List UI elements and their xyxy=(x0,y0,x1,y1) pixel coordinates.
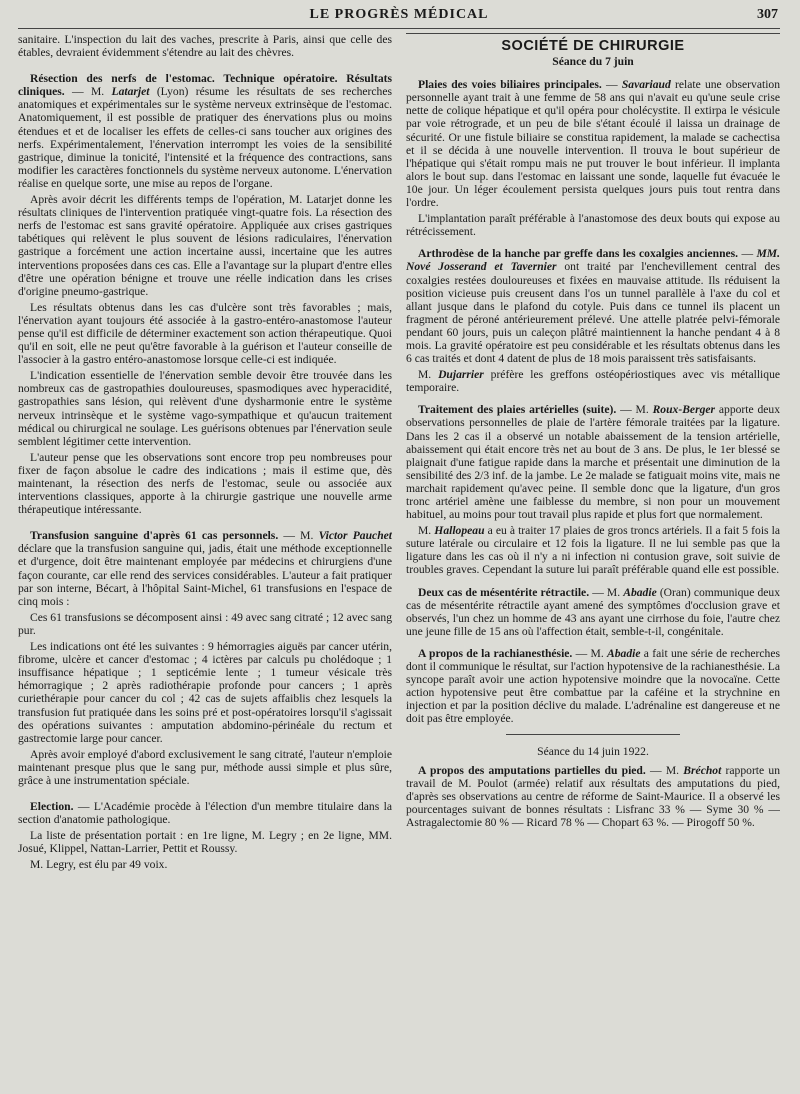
election-title: Election. xyxy=(30,800,74,814)
resection-p2: Après avoir décrit les différents temps de l'opération, M. Latarjet donne les résultats cliniques de l'intervention pratiquée vingt-quatre fois. La résection des nerfs de l'estomac est sans gravité opératoire. Appliquée aux crises gastriques tabétiques qui relèvent le plus souvent de lésions radiculaires, l'énervation gastrique a forcément une action incertaine aussi, incertaine que les autres interventions proposées dans ces cas. Elle a l'avantage sur la plupart d'entre elles d'être une opération bénigne et trouve une réelle indication dans les crises d'origine pneumo-gastrique. xyxy=(18,193,392,298)
dujarrier-prefix: M. xyxy=(418,368,439,382)
seance-date-2: Séance du 14 juin 1922. xyxy=(537,744,649,758)
mesenterite-title: Deux cas de mésentérite rétractile. xyxy=(418,585,590,599)
transfusion-p3: Les indications ont été les suivantes : 9 hémorragies aiguës par cancer utérin, fibrome, ulcère et cancer d'estomac ; 4 ictères par calculs pu cholédoque ; 1 insuffisance hépatique ; 1 septicémie lente ; 1 tumeur vésicale très hémorragique ; 2 après radiothérapie profonde pour cancers ; 1 après curiethérapie pour cancer du col ; 42 cas de sujets affaiblis chez lesquels la transfusion fut pratiquée dans les soins pré et post-opératoires lorsqu'il s'agissait des opérations suivantes : amputation abdomino-périnéale du rectum et gastrectomie large pour cancer. xyxy=(18,640,392,745)
hallopeau-prefix: M. xyxy=(418,524,435,538)
transfusion-author-prefix: — M. xyxy=(278,529,319,543)
transfusion-text: déclare que la transfusion sanguine qui, jadis, était une méthode exceptionnelle et d'urgence, doit être maintenant employée par médecins et chirurgiens d'une façon courante, car elle rend des services considérables. L'auteur a fait pratiquer par son interne, Bécart, à l'hôpital Saint-Michel, 61 transfusions en l'espace de cinq mois : xyxy=(18,542,392,608)
rachi-title: A propos de la rachianesthésie. xyxy=(418,646,573,660)
page-number: 307 xyxy=(757,7,778,22)
arthrodese-author: MM. Nové Josserand et Tavernier xyxy=(406,247,780,274)
resection-text: (Lyon) résume les résultats de ses recherches anatomiques et expérimentales sur le système nerveux extrinsèque de l'estomac. Anatomiquement, il est possible de pratiquer des énervations plus ou moins étendues et et de localiser les effets de celles-ci sans toucher aux origines des nerfs. Expérimentalement, l'énervation interrompt les voies de la sensibilité gastrique, diminue la tonicité, l'intensité et la fréquence des contractions, sans modifier les caractères fonctionnels du système nerveux autonome. L'énervation réalise en quelque sorte, une mise au repos de l'organe. xyxy=(18,85,392,190)
traitement-p2 xyxy=(406,524,780,576)
plaies-p2: L'implantation paraît préférable à l'anastomose des deux bouts qui expose au rétrécissement. xyxy=(406,212,780,239)
transfusion-title: Transfusion sanguine d'après 61 cas personnels. xyxy=(30,529,279,543)
rachi-paragraph xyxy=(406,647,780,726)
amputations-author-prefix: — M. xyxy=(645,763,684,777)
mesenterite-paragraph xyxy=(406,586,780,638)
arthrodese-p2 xyxy=(406,368,780,394)
transfusion-p2: Ces 61 transfusions se décomposent ainsi : 49 avec sang citraté ; 12 avec sang pur. xyxy=(18,610,392,637)
arthrodese-text: ont traité par l'enchevillement central des coxalgies restées douloureuses et fixées en mauvaise attitude. Ils réduisent la position vicieuse puis creusent dans l'os un tunnel parallèle à l'axe du col et allant jusque dans le plafond du cotyle. Puis dans ce tunnel ils placent un fragment de péroné antérieurement prélevé. Une attelle platrée pelvi-fémorale pendant 60 jours, puis un caleçon plâtré maintiennent la hanche pendant 4 à 8 mois. La gravité opératoire est peu considérable et les résultats obtenus dans les 6 cas traités et dont 4 datent de plus de 18 mois paraissent très satisfaisants. xyxy=(406,260,780,366)
amputations-author: Bréchot xyxy=(683,763,722,777)
rachi-author-prefix: — M. xyxy=(572,646,608,660)
resection-author: Latarjet xyxy=(111,85,150,99)
transfusion-author: Victor Pauchet xyxy=(318,529,392,543)
columns xyxy=(18,33,780,1083)
amputations-paragraph xyxy=(406,764,780,829)
dujarrier-text: préfère les greffons ostéopériostiques avec vis métallique temporaire. xyxy=(406,368,780,395)
election-p3: M. Legry, est élu par 49 voix. xyxy=(30,858,168,872)
arthrodese-paragraph xyxy=(406,247,780,365)
plaies-author: Savariaud xyxy=(621,78,671,92)
resection-title: Résection des nerfs de l'estomac. Technique opératoire. Résultats cliniques. xyxy=(18,72,392,99)
mesenterite-author: Abadie xyxy=(623,585,657,599)
election-paragraph xyxy=(18,800,392,826)
left-column xyxy=(18,33,392,1083)
society-heading: SOCIÉTÉ DE CHIRURGIE xyxy=(501,38,685,54)
plaies-author-prefix: — xyxy=(601,78,622,92)
traitement-title: Traitement des plaies artérielles (suite). xyxy=(418,403,617,417)
running-head xyxy=(18,8,780,29)
election-p2: La liste de présentation portait : en 1re ligne, M. Legry ; en 2e ligne, MM. Josué, Klippel, Nattan-Larrier, Pettit et Roussy. xyxy=(18,829,392,856)
plaies-paragraph xyxy=(406,78,780,209)
arthrodese-author-prefix: — xyxy=(738,247,757,261)
mesenterite-text: (Oran) communique deux cas de mésentérite rétractile ayant amené des symptômes d'occlusion grave et observés, l'un chez un homme de 43 ans ayant une cirrhose du foie, l'autre chez une jeune fille de 15 ans où l'affection était, semble-t-il, congénitale. xyxy=(406,585,780,638)
traitement-paragraph xyxy=(406,403,780,521)
dujarrier-author: Dujarrier xyxy=(438,368,484,382)
rachi-text: a fait une série de recherches dont il communique le résultat, sur l'action hypotensive de la rachianesthésie. La syncope paraît avoir une action hypotensive moindre que la novocaïne. Cette action hypotensive peut être combattue par la caféine et la strychnine en injection et par la position déclive du malade. L'adrénaline est dangereuse et ne doit pas être employée. xyxy=(406,646,780,726)
transfusion-paragraph xyxy=(18,529,392,608)
traitement-text: apporte deux observations personnelles de plaie de l'artère fémorale traitées par la ligature. Dans les 2 cas il a observé un notable abaissement de la tension artérielle, abaissement qui était encore très net au bout de 3 ans. De plus, le 1er blessé se plaignait d'une fatigue rapide dans la marche et présentait une diminution de la sensibilité des 2/3 inf. de la jambe. Le 2e malade se fatiguait moins vite, mais ne marchait rapidement qu'avec peine. Il semble donc que la ligature, d'un gros tronc artériel amène une faiblesse du membre, si non pour un mouvement habituel, au moins pour tout travail plus rapide et plus fort que normalement. xyxy=(406,403,780,522)
plaies-title: Plaies des voies biliaires principales. xyxy=(418,78,602,92)
resection-p3: Les résultats obtenus dans les cas d'ulcère sont très favorables ; mais, l'énervation ayant toujours été associée à la gastro-entéro-anastomose l'auteur pense qu'il est difficile de déterminer exactement son action thérapeutique. Quoi qu'il en soit, elle ne peut qu'être favorable à la guérison et l'auteur conseille de l'associer à la gastro entéro-anastomose lorsque celle-ci est indiquée. xyxy=(18,300,392,367)
resection-author-prefix: — M. xyxy=(64,85,112,99)
resection-p4: L'indication essentielle de l'énervation semble devoir être trouvée dans les nombreux cas de gastropathies douloureuses, spasmodiques avec hyperacidité, gastropathies sans lésion, qui relèvent d'une dysharmonie entre le système nerveux intrinsèque et le système vago-sympathique et qu'aucun traitement médical ou chirurgical ne soulage. Les guérisons obtenues par l'énervation seule semblent légitimer cette intervention. xyxy=(18,369,392,448)
traitement-author: Roux-Berger xyxy=(652,403,716,417)
traitement-author-prefix: — M. xyxy=(616,403,653,417)
hallopeau-author: Hallopeau xyxy=(434,524,485,538)
mesenterite-author-prefix: — M. xyxy=(589,585,624,599)
section-divider xyxy=(506,734,680,735)
right-column xyxy=(406,33,780,1083)
amputations-title: A propos des amputations partielles du pied. xyxy=(418,763,646,777)
hallopeau-text: a eu à traiter 17 plaies de gros troncs artériels. Il a fait 5 fois la suture latérale ou circulaire et 12 fois la ligature. Il ne lui semble pas que la ligature dans les cas où il n'y a ni infection ni contusion grave, soit suivie de troubles graves. Cependant la suture lui paraît préférable quand elle est possible. xyxy=(406,524,780,577)
arthrodese-title: Arthrodèse de la hanche par greffe dans les coxalgies anciennes. xyxy=(418,247,739,261)
seance-date-1: Séance du 7 juin xyxy=(552,55,634,69)
rachi-author: Abadie xyxy=(607,646,641,660)
resection-paragraph xyxy=(18,72,392,190)
resection-p5: L'auteur pense que les observations sont encore trop peu nombreuses pour fixer de façon absolue le cadre des indications ; mais il estime que, dès maintenant, la résection des nerfs de l'estomac, seule ou associée aux interventions classiques, apporte à la chirurgie gastrique une nouvelle arme thérapeutique intéressante. xyxy=(18,450,392,517)
journal-title: LE PROGRÈS MÉDICAL xyxy=(309,7,489,22)
intro-paragraph: sanitaire. L'inspection du lait des vaches, prescrite à Paris, ainsi que celle des étables, devraient évidemment s'étendre au lait des chèvres. xyxy=(18,33,392,60)
election-text: — L'Académie procède à l'élection d'un membre titulaire dans la section d'anatomie pathologique. xyxy=(18,800,392,827)
plaies-text: relate une observation personnelle ayant trait à une femme de 58 ans qui n'avait eu qu'une seule crise nette de colique hépatique et qu'il opéra pour cholécystite. Il extirpa le vésicule par voie rétrograde, et un peu de bile s'étant écoulé il laissa un drainage de sécurité. Or une fistule biliaire se constitua rapidement, la malade se cachectisa et il se décida à une nouvelle intervention. Il trouva le bout supérieur de l'hépatique qui s'était rompu mais ne put trouver le bout inférieur. Il implanta alors le bout sup. dans l'estomac en laissant une sonde, laquelle fut évacuée le 10e jour. Un léger écoulement persista quelques jours puis tout rentra dans l'ordre. xyxy=(406,78,780,210)
amputations-text: rapporte un travail de M. Poulot (armée) relatif aux résultats des amputations du pied, d'après ses observations au centre de réforme de Saint-Maurice. Il a observé les pourcentages suivant de bonnes résultats : Lisfranc 33 % — Syme 30 % — Astragalectomie 80 % — Ricard 78 % — Chopart 63 %. — Pirogoff 50 %. xyxy=(406,763,780,829)
transfusion-p4: Après avoir employé d'abord exclusivement le sang citraté, l'auteur n'emploie maintenant presque plus que le sang pur, méthode aussi simple et plus sûre, grâce à une instrumentation spéciale. xyxy=(18,747,392,787)
